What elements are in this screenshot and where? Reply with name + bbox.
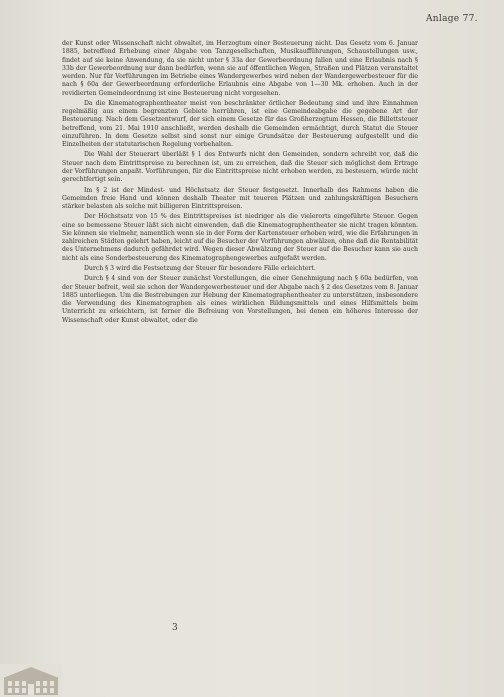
paragraph: Im § 2 ist der Mindest- und Höchstsatz der Steuer festgesetzt. Innerhalb des Rahmens haben die Gemeinden freie Hand und können deshalb Theater mit teueren Plätzen und zahlungskräftigen Besuchern stärker belasten als solche mit billigeren Eintrittspreisen. xyxy=(62,186,418,211)
paragraph: der Kunst oder Wissenschaft nicht obwaltet, im Herzogtum einer Besteuerung nicht. Das Gesetz vom 6. Januar 1885, betreffend Erhebung einer Abgabe von Tanzgesellschaften, Musikaufführungen, Schaustellungen usw., findet auf sie keine Anwendung, da sie nicht unter § 33a der Gewerbeordnung fallen und eine Erlaubnis nach § 33b der Gewerbeordnung nur dann bedürfen, wenn sie auf öffentlichen Wegen, Straßen und Plätzen veranstaltet werden. Nur für Vorführungen im Betriebe eines Wandergewerbes wird neben der Wandergewerbesteuer für die nach § 60a der Gewerbeordnung erforderliche Erlaubnis eine Abgabe von 1—30 Mk. erhoben. Auch in der revidierten Gemeindeordnung ist eine Besteuerung nicht vorgesehen. xyxy=(62,40,418,97)
paragraph: Da die Kinematographentheater meist von beschränkter örtlicher Bedeutung sind und ihre Einnahmen regelmäßig aus einem begrenzten Gebiete herrühren, ist eine Gemeindeabgabe die gegebene Art der Besteuerung. Nach dem Gesetzentwurf, der sich einem Gesetze für das Großherzogtum Hessen, die Billettsteuer betreffend, vom 21. Mai 1910 anschließt, werden deshalb die Gemeinden ermächtigt, durch Statut die Steuer einzuführen. In dem Gesetze selbst sind sonst nur einige Grundsätze der Besteuerung aufgestellt und die Einzelheiten der statutarischen Regelung vorbehalten. xyxy=(62,99,418,149)
paragraph: Die Wahl der Steuerart überläßt § 1 des Entwurfs nicht den Gemeinden, sondern schreibt vor, daß die Steuer nach dem Eintrittspreise zu berechnen ist, um zu erreichen, daß die Steuer sich möglichst dem Ertrage der Vorführungen anpaßt. Vorführungen, für die Eintrittspreise nicht erhoben werden, zu besteuern, würde nicht gerechtfertigt sein. xyxy=(62,151,418,184)
page-number: 3 xyxy=(172,623,178,633)
building-logo-icon xyxy=(0,664,62,697)
body-text xyxy=(62,40,418,327)
paragraph: Durch § 3 wird die Festsetzung der Steuer für besondere Fälle erleichtert. xyxy=(84,264,316,272)
paragraph: Durch § 4 sind von der Steuer zunächst Vorstellungen, die einer Genehmigung nach § 60a bedürfen, von der Steuer befreit, weil sie schon der Wandergewerbesteuer und der Abgabe nach § 2 des Gesetzes vom 8. Januar 1885 unterliegen. Um die Bestrebungen zur Hebung der Kinematographentheater zu unterstützen, insbesondere die Verwendung des Kinematographen als eines wirklichen Bildungsmittels und eines Hilfsmittels beim Unterricht zu erleichtern, ist ferner die Befreiung von Vorstellungen, bei denen ein höheres Interesse der Wissenschaft oder Kunst obwaltet, oder die xyxy=(62,275,419,324)
paragraph: Der Höchstsatz von 15 % des Eintrittspreises ist niedriger als die vielerorts eingeführte Steuer. Gegen eine so bemessene Steuer läßt sich nicht einwenden, daß die Kinematographentheater sie nicht tragen könnten. Sie können sie vielmehr, namentlich wenn sie in der Form der Kartensteuer erhoben wird, wie die Erfahrungen in zahlreichen Städten gelehrt haben, leicht auf die Besucher der Vorführungen abwälzen, ohne daß die Rentabilität des Unternehmens dadurch gefährdet wird. Wegen dieser Abwälzung der Steuer auf die Besucher kann sie auch nicht als eine Sonderbesteuerung des Kinematographengewerbes aufgefaßt werden. xyxy=(62,213,418,262)
annex-label: Anlage 77. xyxy=(426,14,478,24)
